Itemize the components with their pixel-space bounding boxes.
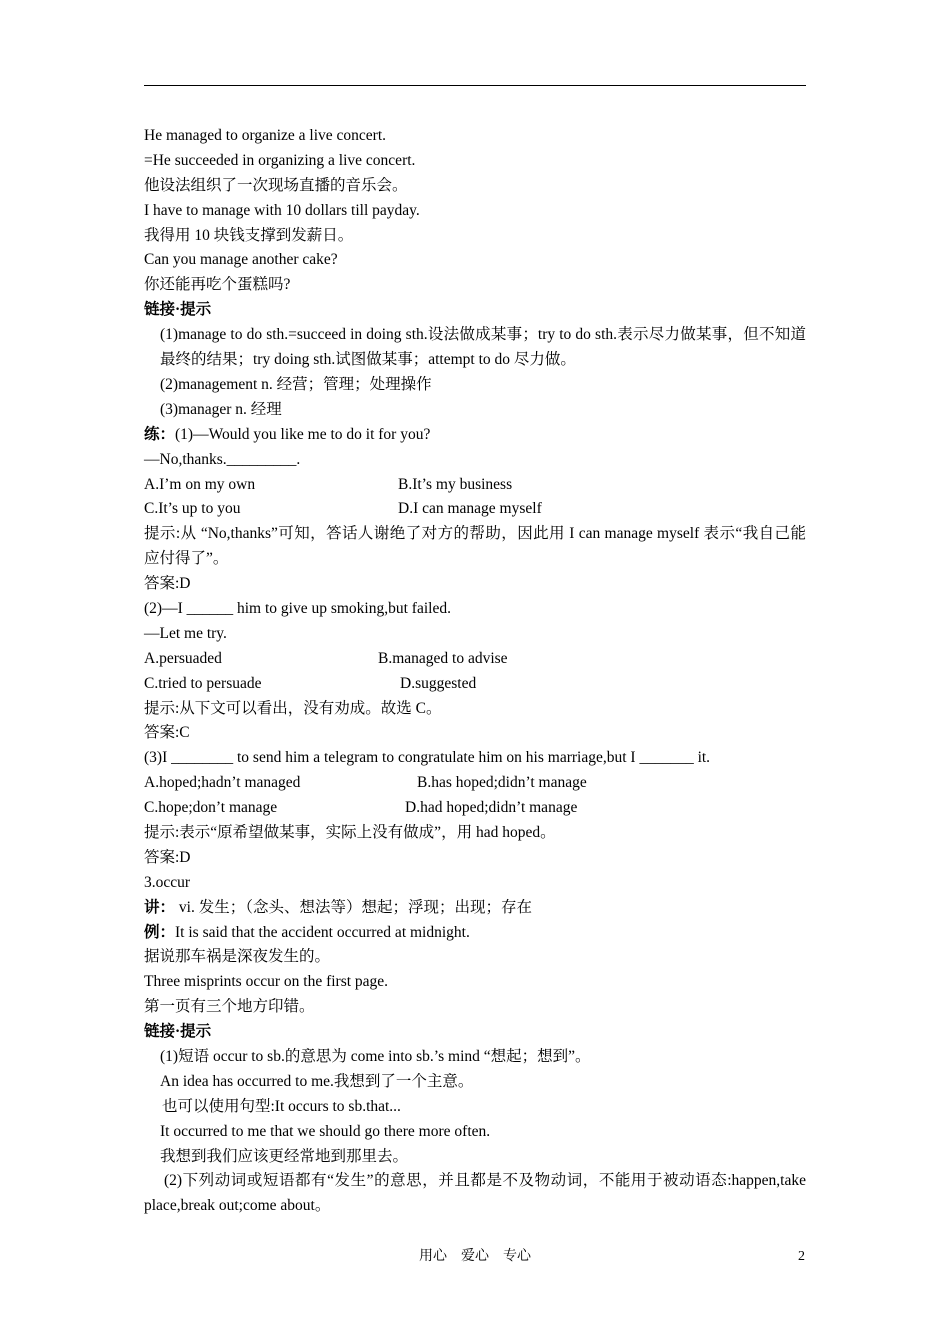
example-sentence: =He succeeded in organizing a live concert. [144,151,416,169]
answer-line: 答案:D [144,848,191,866]
option-c: C.hope;don’t manage [144,799,278,817]
tip-line: 也可以使用句型:It occurs to sb.that... [162,1097,401,1115]
tip-line: It occurred to me that we should go there more often. [160,1122,491,1140]
example-translation: 据说那车祸是深夜发生的。 [144,948,331,966]
options-row [144,796,806,821]
example-sentence: 例：It is said that the accident occurred at midnight. [144,923,470,941]
option-d: D.I can manage myself [398,500,542,518]
example-translation: 你还能再吃个蛋糕吗? [144,276,291,294]
option-a: A.I’m on my own [144,475,256,493]
exercise-reply: —No,thanks._________. [144,450,301,468]
page-body [144,124,806,1219]
example-translation: 第一页有三个地方印错。 [144,998,315,1016]
hint-paragraph: 提示:从 “No,thanks”可知，答话人谢绝了对方的帮助，因此用 I can manage myself 表示“我自己能应付得了”。 [144,525,806,568]
answer-line: 答案:D [144,575,191,593]
option-c: C.It’s up to you [144,500,241,518]
options-row [144,497,806,522]
tip-line: (2)management n. 经营；管理；处理操作 [160,375,432,393]
option-a: A.hoped;hadn’t managed [144,774,301,792]
option-d: D.had hoped;didn’t manage [405,799,578,817]
options-row [144,771,806,796]
example-sentence: Can you manage another cake? [144,251,338,269]
option-b: B.managed to advise [378,649,508,667]
option-b: B.It’s my business [398,475,513,493]
tip-paragraph: (2)下列动词或短语都有“发生”的意思，并且都是不及物动词，不能用于被动语态:happen,take place,break out;come about。 [144,1172,806,1215]
options-row [144,473,806,498]
page-number: 2 [798,1249,805,1264]
example-sentence: I have to manage with 10 dollars till payday. [144,201,420,219]
example-sentence: Three misprints occur on the first page. [144,973,389,991]
hint-line: 提示:表示“原希望做某事，实际上没有做成”，用 had hoped。 [144,824,556,841]
option-a: A.persuaded [144,649,222,667]
example-sentence: He managed to organize a live concert. [144,127,387,144]
exercise-reply: —Let me try. [144,624,227,642]
word-heading-occur: 3.occur [144,873,191,891]
option-d: D.suggested [400,674,477,692]
explanation-line: 讲： vi. 发生；（念头、想法等）想起；浮现；出现；存在 [144,898,532,916]
exercise-question-2: (2)—I ______ him to give up smoking,but failed. [144,599,451,617]
option-c: C.tried to persuade [144,674,262,692]
example-translation: 他设法组织了一次现场直播的音乐会。 [144,176,408,194]
page-footer [0,1247,950,1267]
tip-line: (1)短语 occur to sb.的意思为 come into sb.’s mind “想起；想到”。 [160,1048,591,1066]
options-row [144,647,806,672]
tip-line: (3)manager n. 经理 [160,400,282,418]
exercise-question-1: 练：(1)—Would you like me to do it for you? [144,425,431,443]
answer-line: 答案:C [144,724,190,742]
example-translation: 我得用 10 块钱支撑到发薪日。 [144,226,354,244]
option-b: B.has hoped;didn’t manage [417,774,587,792]
section-heading-links-tips: 链接·提示 [144,1023,212,1041]
hint-line: 提示:从下文可以看出，没有劝成。故选 C。 [144,699,442,717]
tip-line: 我想到我们应该更经常地到那里去。 [160,1147,409,1165]
header-rule [144,85,806,86]
options-row [144,672,806,697]
exercise-question-3: (3)I ________ to send him a telegram to congratulate him on his marriage,but I _______ it. [144,749,711,767]
section-heading-links-tips: 链接·提示 [144,301,212,319]
footer-motto: 用心 爱心 专心 [419,1249,531,1264]
tip-paragraph: (1)manage to do sth.=succeed in doing sth.设法做成某事；try to do sth.表示尽力做某事，但不知道最终的结果；try doing sth.试图做某事；attempt to do 尽力做。 [160,326,806,369]
tip-line: An idea has occurred to me.我想到了一个主意。 [160,1072,474,1090]
